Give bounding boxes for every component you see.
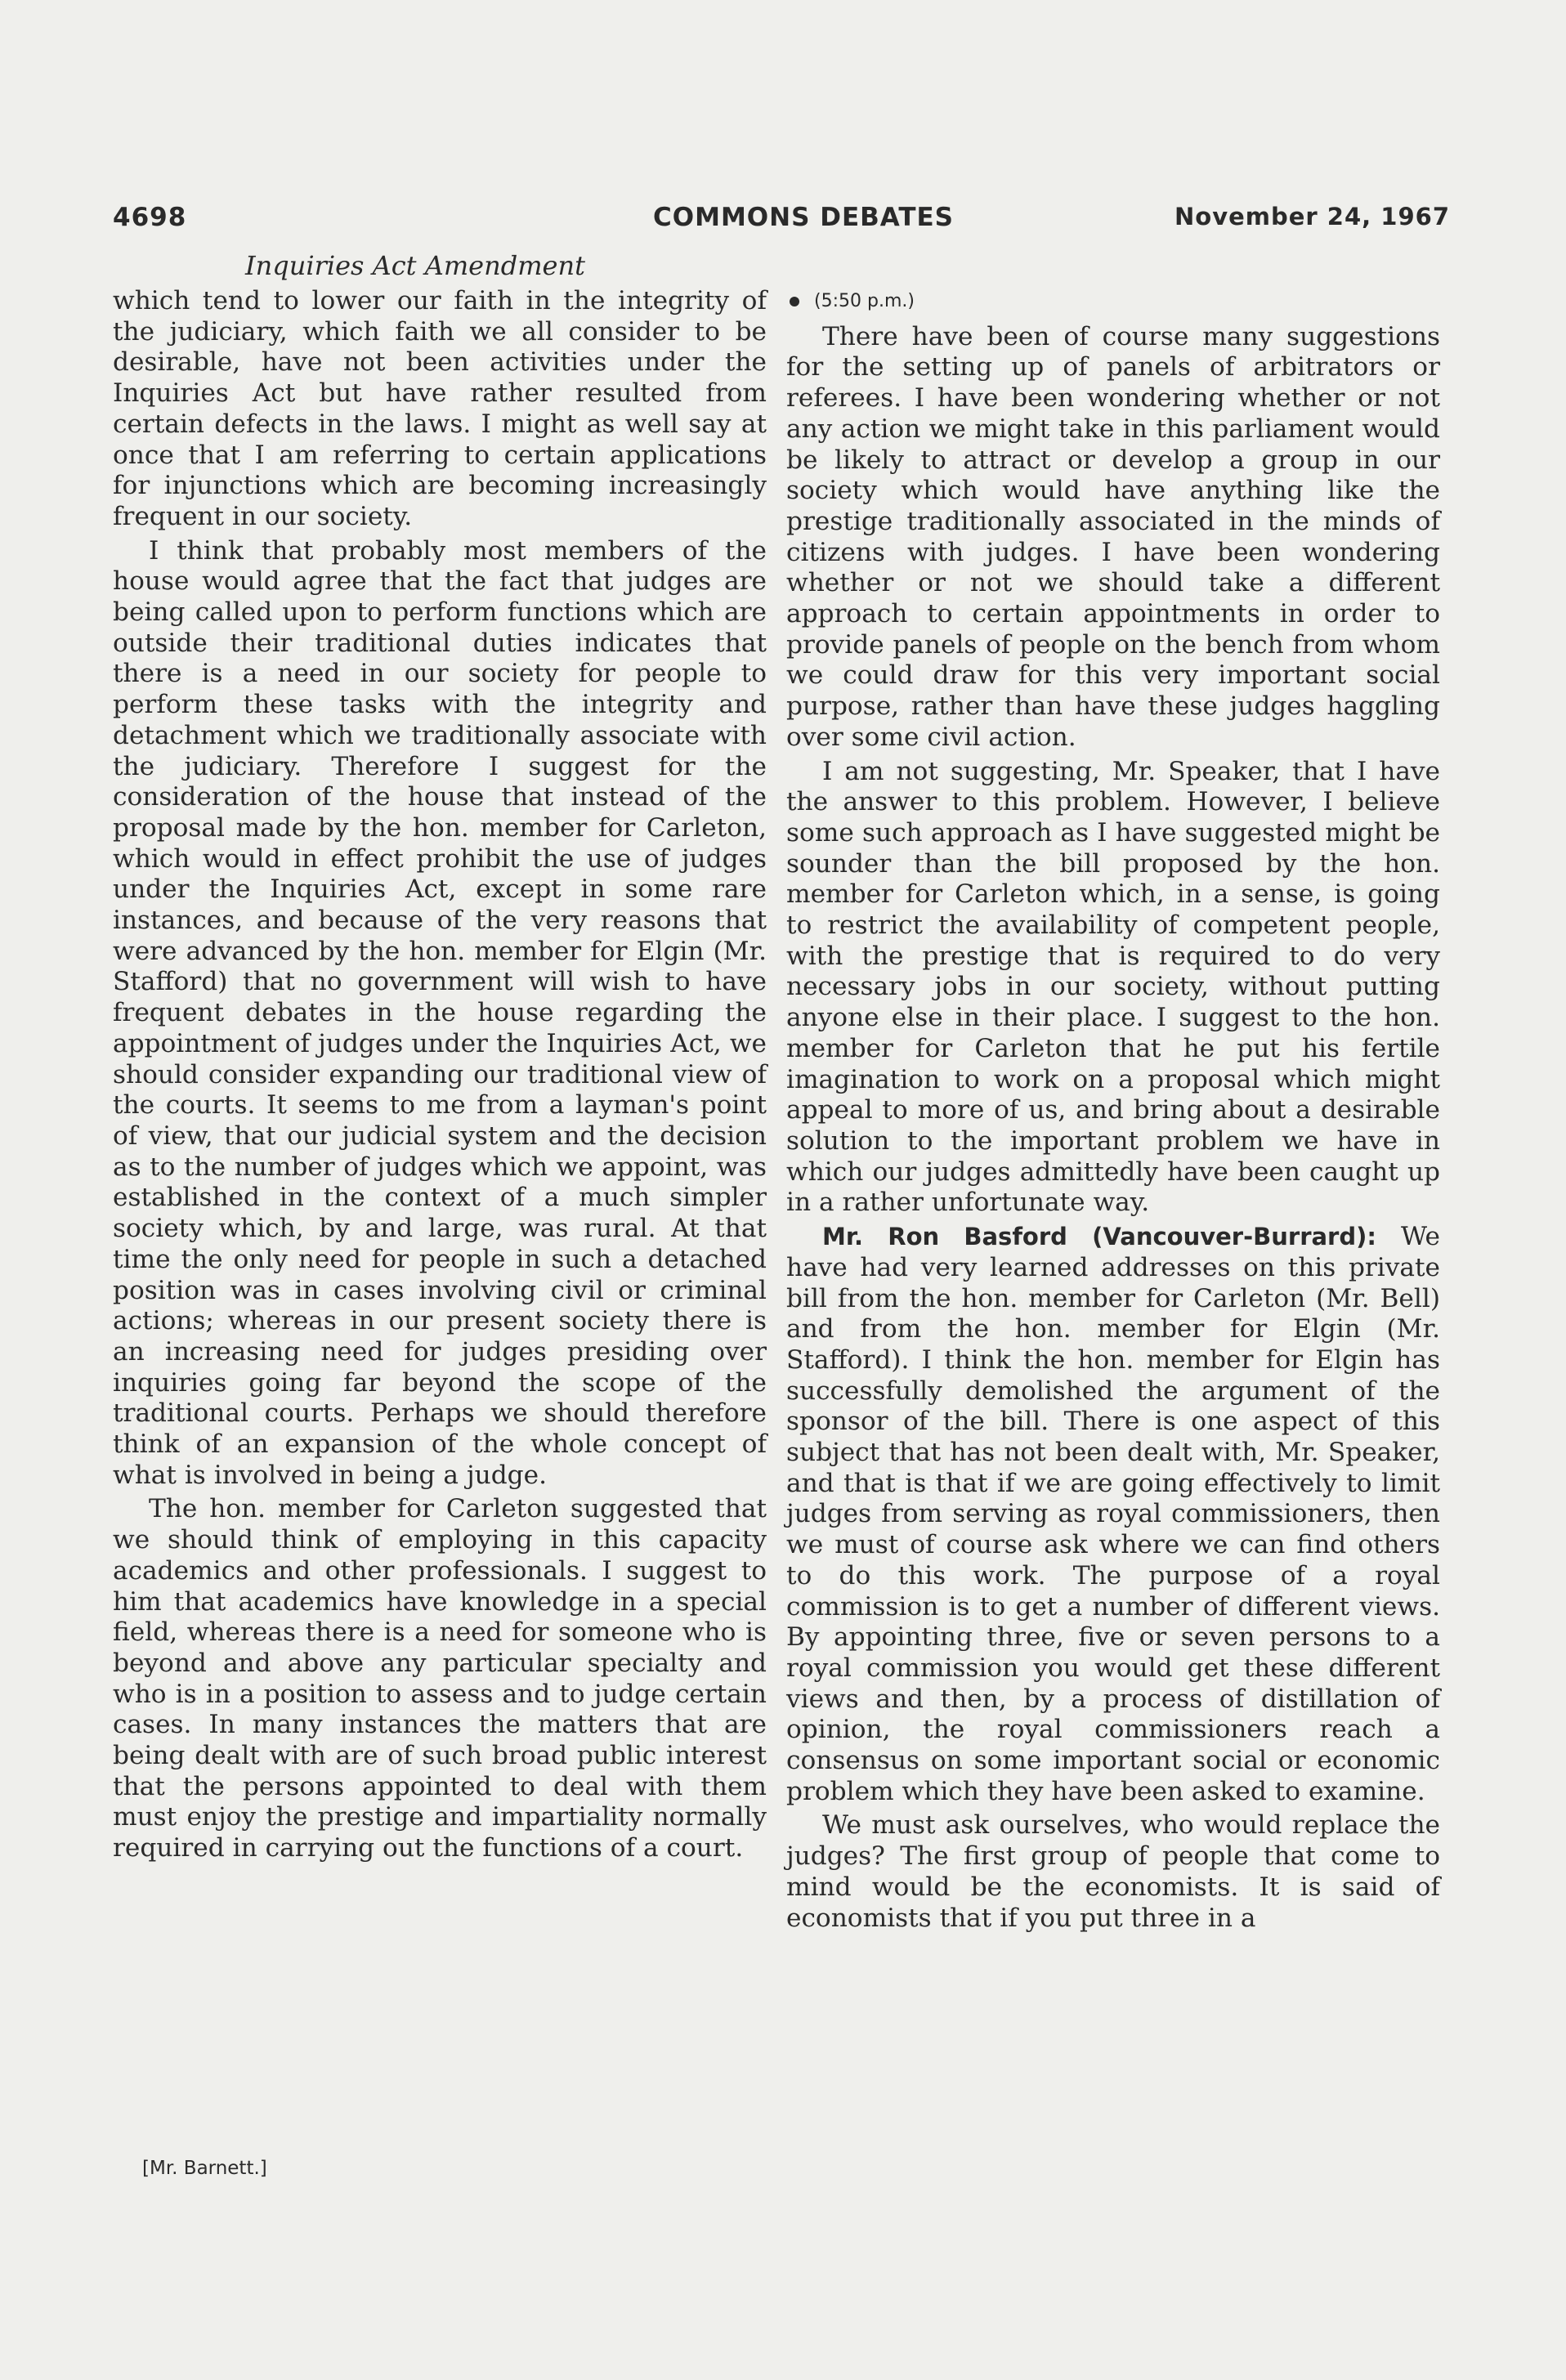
section-title: Inquiries Act Amendment [245, 250, 585, 281]
paragraph: which tend to lower our faith in the integrity of the judiciary, which faith we all consider to be desirable, have not been activities under the Inquiries Act but have rather resulted from certain defects in the laws. I might as well say at once that I am referring to certain applications for injunctions which are becoming increasingly frequent in our society. [113, 286, 767, 531]
page-number: 4698 [113, 203, 187, 232]
page-header [113, 203, 1450, 239]
speaker-text: We have had very learned addresses on this private bill from the hon. member for Carleton (Mr. Bell) and from the hon. member for Elgin (Mr. Stafford). I think the hon. member for Elgin has successfully demolished the argument of the sponsor of the bill. There is one aspect of this subject that has not been dealt with, Mr. Speaker, and that is that if we are going effectively to limit judges from serving as royal commissioners, then we must of course ask where we can find others to do this work. The purpose of a royal commission is to get a number of different views. By appointing three, five or seven persons to a royal commission you would get these different views and then, by a process of distillation of opinion, the royal commissioners reach a consensus on some important social or economic problem which they have been asked to examine. [786, 1222, 1440, 1806]
journal-title: COMMONS DEBATES [653, 203, 954, 232]
left-column [113, 286, 767, 1868]
paragraph: I am not suggesting, Mr. Speaker, that I have the answer to this problem. However, I believe some such approach as I have suggested might be sounder than the bill proposed by the hon. member for Carleton which, in a sense, is going to restrict the availability of competent people, with the prestige that is required to do very necessary jobs in our society, without putting anyone else in their place. I suggest to the hon. member for Carleton that he put his fertile imagination to work on a proposal which might appeal to more of us, and bring about a desirable solution to the important problem we have in which our judges admittedly have been caught up in a rather unfortunate way. [786, 756, 1440, 1218]
paragraph: There have been of course many suggestions for the setting up of panels of arbitrators or referees. I have been wondering whether or not any action we might take in this parliament would be likely to attract or develop a group in our society which would have anything like the prestige traditionally associated in the minds of citizens with judges. I have been wondering whether or not we should take a different approach to certain appointments in order to provide panels of people on the bench from whom we could draw for this very important social purpose, rather than have these judges haggling over some civil action. [786, 321, 1440, 752]
bullet-icon [790, 297, 799, 306]
page-date: November 24, 1967 [1174, 203, 1450, 230]
paragraph: The hon. member for Carleton suggested that we should think of employing in this capacity academics and other professionals. I suggest to him that academics have knowledge in a special field, whereas there is a need for someone who is beyond and above any particular specialty and who is in a position to assess and to judge certain cases. In many instances the matters that are being dealt with are of such broad public interest that the persons appointed to deal with them must enjoy the prestige and impartiality normally required in carrying out the functions of a court. [113, 1494, 767, 1863]
time-stamp: (5:50 p.m.) [814, 291, 915, 311]
right-column [786, 286, 1440, 1937]
speaker-paragraph [786, 1222, 1440, 1807]
paragraph: I think that probably most members of the house would agree that the fact that judges are being called upon to perform functions which are outside their traditional duties indicates that there is a need in our society for people to perform these tasks with the integrity and detachment which we traditionally associate with the judiciary. Therefore I suggest for the consideration of the house that instead of the proposal made by the hon. member for Carleton, which would in effect prohibit the use of judges under the Inquiries Act, except in some rare instances, and because of the very reasons that were advanced by the hon. member for Elgin (Mr. Stafford) that no government will wish to have frequent debates in the house regarding the appointment of judges under the Inquiries Act, we should consider expanding our traditional view of the courts. It seems to me from a layman's point of view, that our judicial system and the decision as to the number of judges which we appoint, was established in the context of a much simpler society which, by and large, was rural. At that time the only need for people in such a detached position was in cases involving civil or criminal actions; whereas in our present society there is an increasing need for judges presiding over inquiries going far beyond the scope of the traditional courts. Perhaps we should therefore think of an expansion of the whole concept of what is involved in being a judge. [113, 535, 767, 1490]
time-stamp-line [786, 286, 1440, 317]
footer-note: [Mr. Barnett.] [142, 2158, 267, 2179]
paragraph: We must ask ourselves, who would replace the judges? The first group of people that come to mind would be the economists. It is said of economists that if you put three in a [786, 1810, 1440, 1933]
speaker-name: Mr. Ron Basford (Vancouver-Burrard): [822, 1223, 1376, 1251]
